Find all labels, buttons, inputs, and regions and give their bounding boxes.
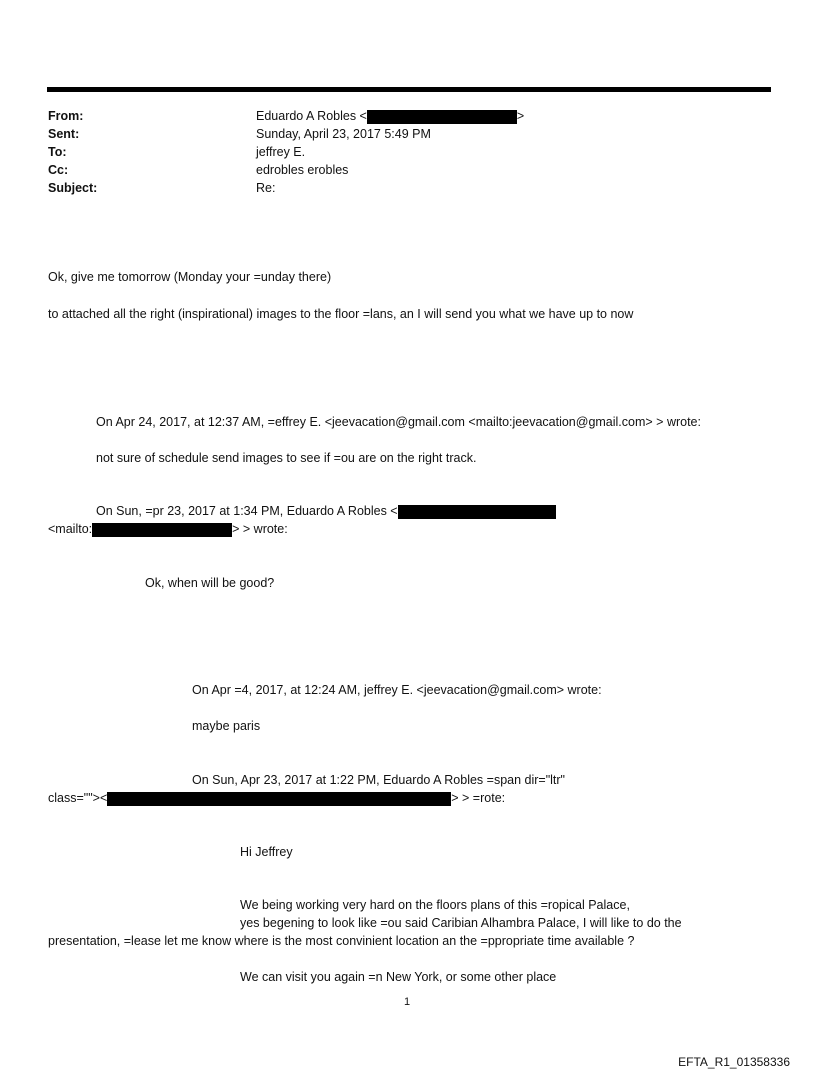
quote2-text: Ok, when will be good? [145, 576, 275, 590]
quote2-mailto-text: <mailto: [48, 522, 93, 536]
sent-label: Sent: [48, 127, 80, 141]
document-id: EFTA_R1_01358336 [678, 1055, 790, 1069]
body-line-1: Ok, give me tomorrow (Monday your =unday there) [48, 270, 332, 284]
to-value: jeffrey E. [256, 145, 306, 159]
from-value [256, 107, 524, 125]
from-value-suffix: > [516, 109, 525, 123]
quote1-text: not sure of schedule send images to see if =ou are on the right track. [96, 451, 477, 465]
redaction-bar [367, 110, 517, 124]
quote3-text: maybe paris [192, 719, 261, 733]
page-number: 1 [404, 996, 411, 1008]
header-rule [47, 87, 771, 92]
quote4-wrote-text: > > =rote: [451, 791, 506, 805]
quote1-header: On Apr 24, 2017, at 12:37 AM, =effrey E. <jeevacation@gmail.com <mailto:jeevacation@gmail.com> > wrote: [96, 415, 701, 429]
quote4-class-text: class="">< [48, 791, 108, 805]
redaction-bar [398, 505, 556, 519]
subject-value: Re: [256, 181, 276, 195]
quote4-greeting: Hi Jeffrey [240, 845, 293, 859]
redaction-bar [107, 792, 451, 806]
cc-label: Cc: [48, 163, 69, 177]
quote4-header-line2 [48, 789, 505, 807]
quote4-p1-line2: yes begening to look like =ou said Caribian Alhambra Palace, I will like to do the [240, 916, 682, 930]
sent-value: Sunday, April 23, 2017 5:49 PM [256, 127, 431, 141]
quote2-wrote-text: > > wrote: [232, 522, 288, 536]
to-label: To: [48, 145, 67, 159]
subject-label: Subject: [48, 181, 98, 195]
quote4-header: On Sun, Apr 23, 2017 at 1:22 PM, Eduardo A Robles =span dir="ltr" [192, 773, 565, 787]
from-value-text: Eduardo A Robles < [256, 109, 367, 123]
quote4-p1-line1: We being working very hard on the floors plans of this =ropical Palace, [240, 898, 630, 912]
redaction-bar [92, 523, 232, 537]
cc-value: edrobles erobles [256, 163, 349, 177]
quote3-header: On Apr =4, 2017, at 12:24 AM, jeffrey E. <jeevacation@gmail.com> wrote: [192, 683, 602, 697]
body-line-2: to attached all the right (inspirational) images to the floor =lans, an I will send you what we have up to now [48, 307, 634, 321]
quote2-header-line2 [48, 520, 288, 538]
from-label: From: [48, 109, 84, 123]
quote4-p1-line3: presentation, =lease let me know where is the most convinient location an the =ppropriate time available ? [48, 934, 635, 948]
quote4-p2: We can visit you again =n New York, or some other place [240, 970, 557, 984]
quote2-header-text: On Sun, =pr 23, 2017 at 1:34 PM, Eduardo A Robles < [96, 504, 398, 518]
quote2-header [96, 502, 556, 520]
